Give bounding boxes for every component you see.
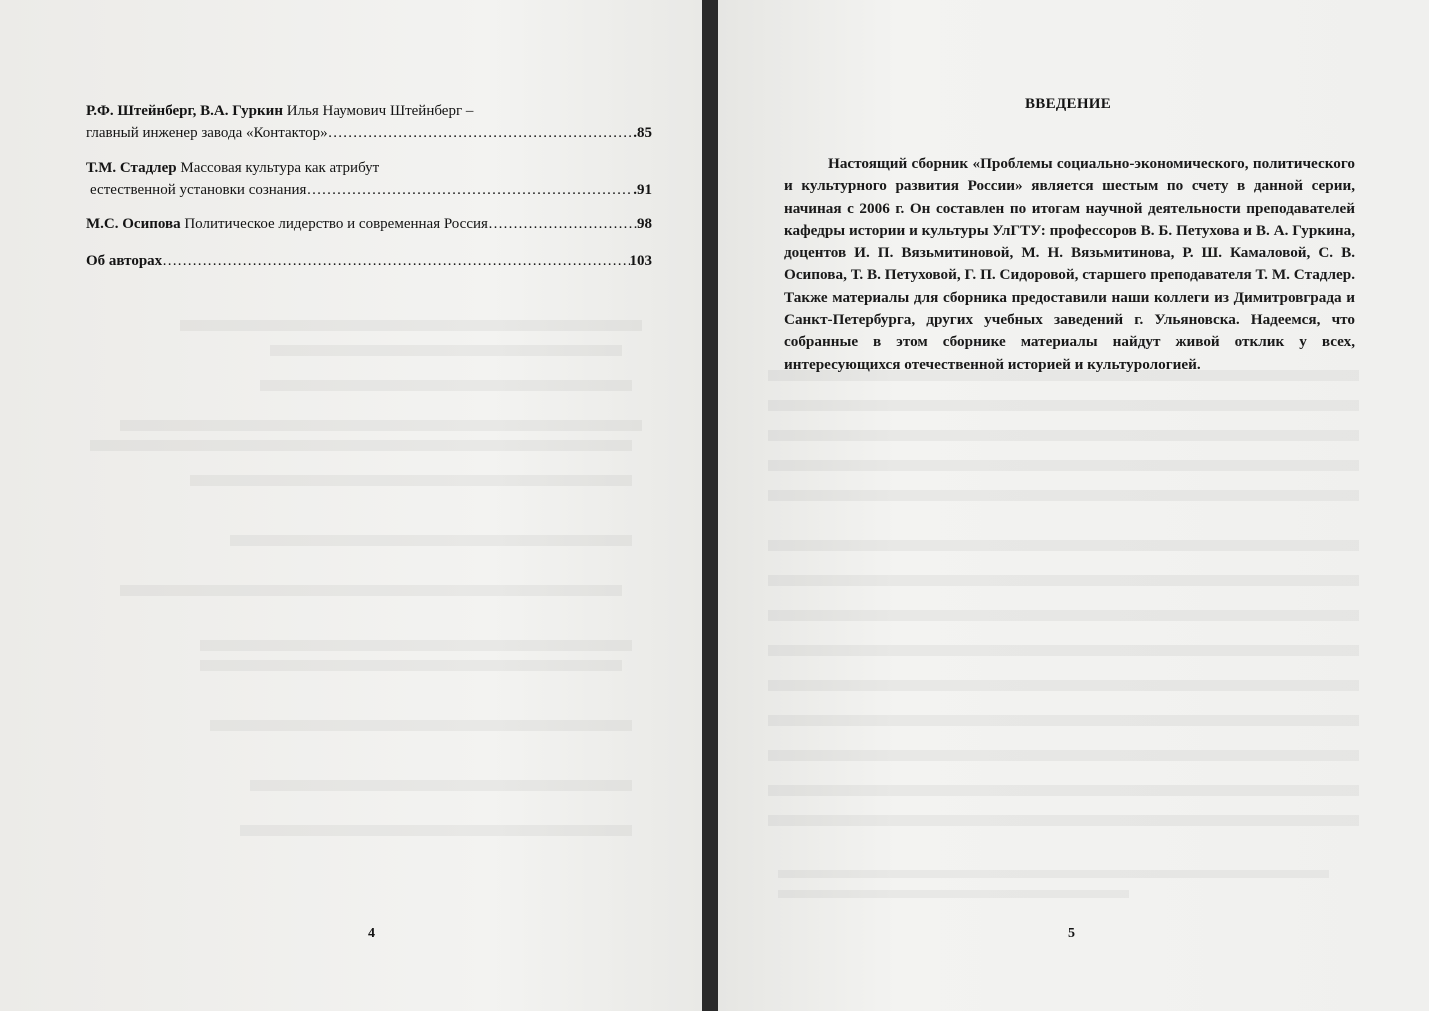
toc-author: Т.М. Стадлер (86, 160, 177, 176)
toc-page-number: .85 (633, 125, 652, 141)
toc-author: Об авторах (86, 253, 163, 269)
introduction-paragraph: Настоящий сборник «Проблемы социально-экономического, политического и культурного развития России» является шестым по счету в данной серии, начиная с 2006 г. Он составлен по итогам научной деятельности преподавателей кафедры истории и культуры УлГТУ: профессоров В. Б. Петухова и В. А. Гуркина, доцентов И. П. Вязьмитиновой, М. Н. Вязьмитинова, Р. Ш. Камаловой, С. В. Осипова, Т. В. Петуховой, Г. П. Сидоровой, старшего преподавателя Т. М. Стадлер. Также материалы для сборника предоставили наши коллеги из Димитровграда и Санкт-Петербурга, других учебных заведений г. Ульяновска. Надеемся, что собранные в этом сборнике материалы найдут живой отклик у всех, интересующихся отечественной историей и культурологией. (784, 155, 1355, 373)
toc-leader (328, 122, 634, 144)
toc-title: Илья Наумович Штейнберг – (286, 103, 474, 119)
toc-leader (162, 250, 629, 272)
left-page (0, 0, 702, 1011)
toc-entry (86, 157, 652, 201)
page-number: 4 (368, 926, 375, 941)
toc-page-number: .91 (633, 182, 652, 198)
toc-title: Политическое лидерство и современная Россия (184, 216, 488, 232)
toc-title: естественной установки сознания (90, 182, 307, 198)
toc-entry (86, 250, 652, 272)
toc-page-number: 98 (637, 216, 652, 232)
introduction-heading: ВВЕДЕНИЕ (1025, 96, 1112, 112)
toc-leader (488, 213, 637, 235)
toc-page-number: 103 (629, 253, 652, 269)
right-page (718, 0, 1429, 1011)
toc-entry (86, 100, 652, 144)
toc-author: Р.Ф. Штейнберг, В.А. Гуркин (86, 103, 283, 119)
toc-title: главный инженер завода «Контактор» (86, 125, 328, 141)
toc-leader (306, 179, 633, 201)
toc-entry (86, 213, 652, 235)
toc-author: М.С. Осипова (86, 216, 181, 232)
page-number: 5 (1068, 926, 1075, 941)
toc-title: Массовая культура как атрибут (180, 160, 380, 176)
